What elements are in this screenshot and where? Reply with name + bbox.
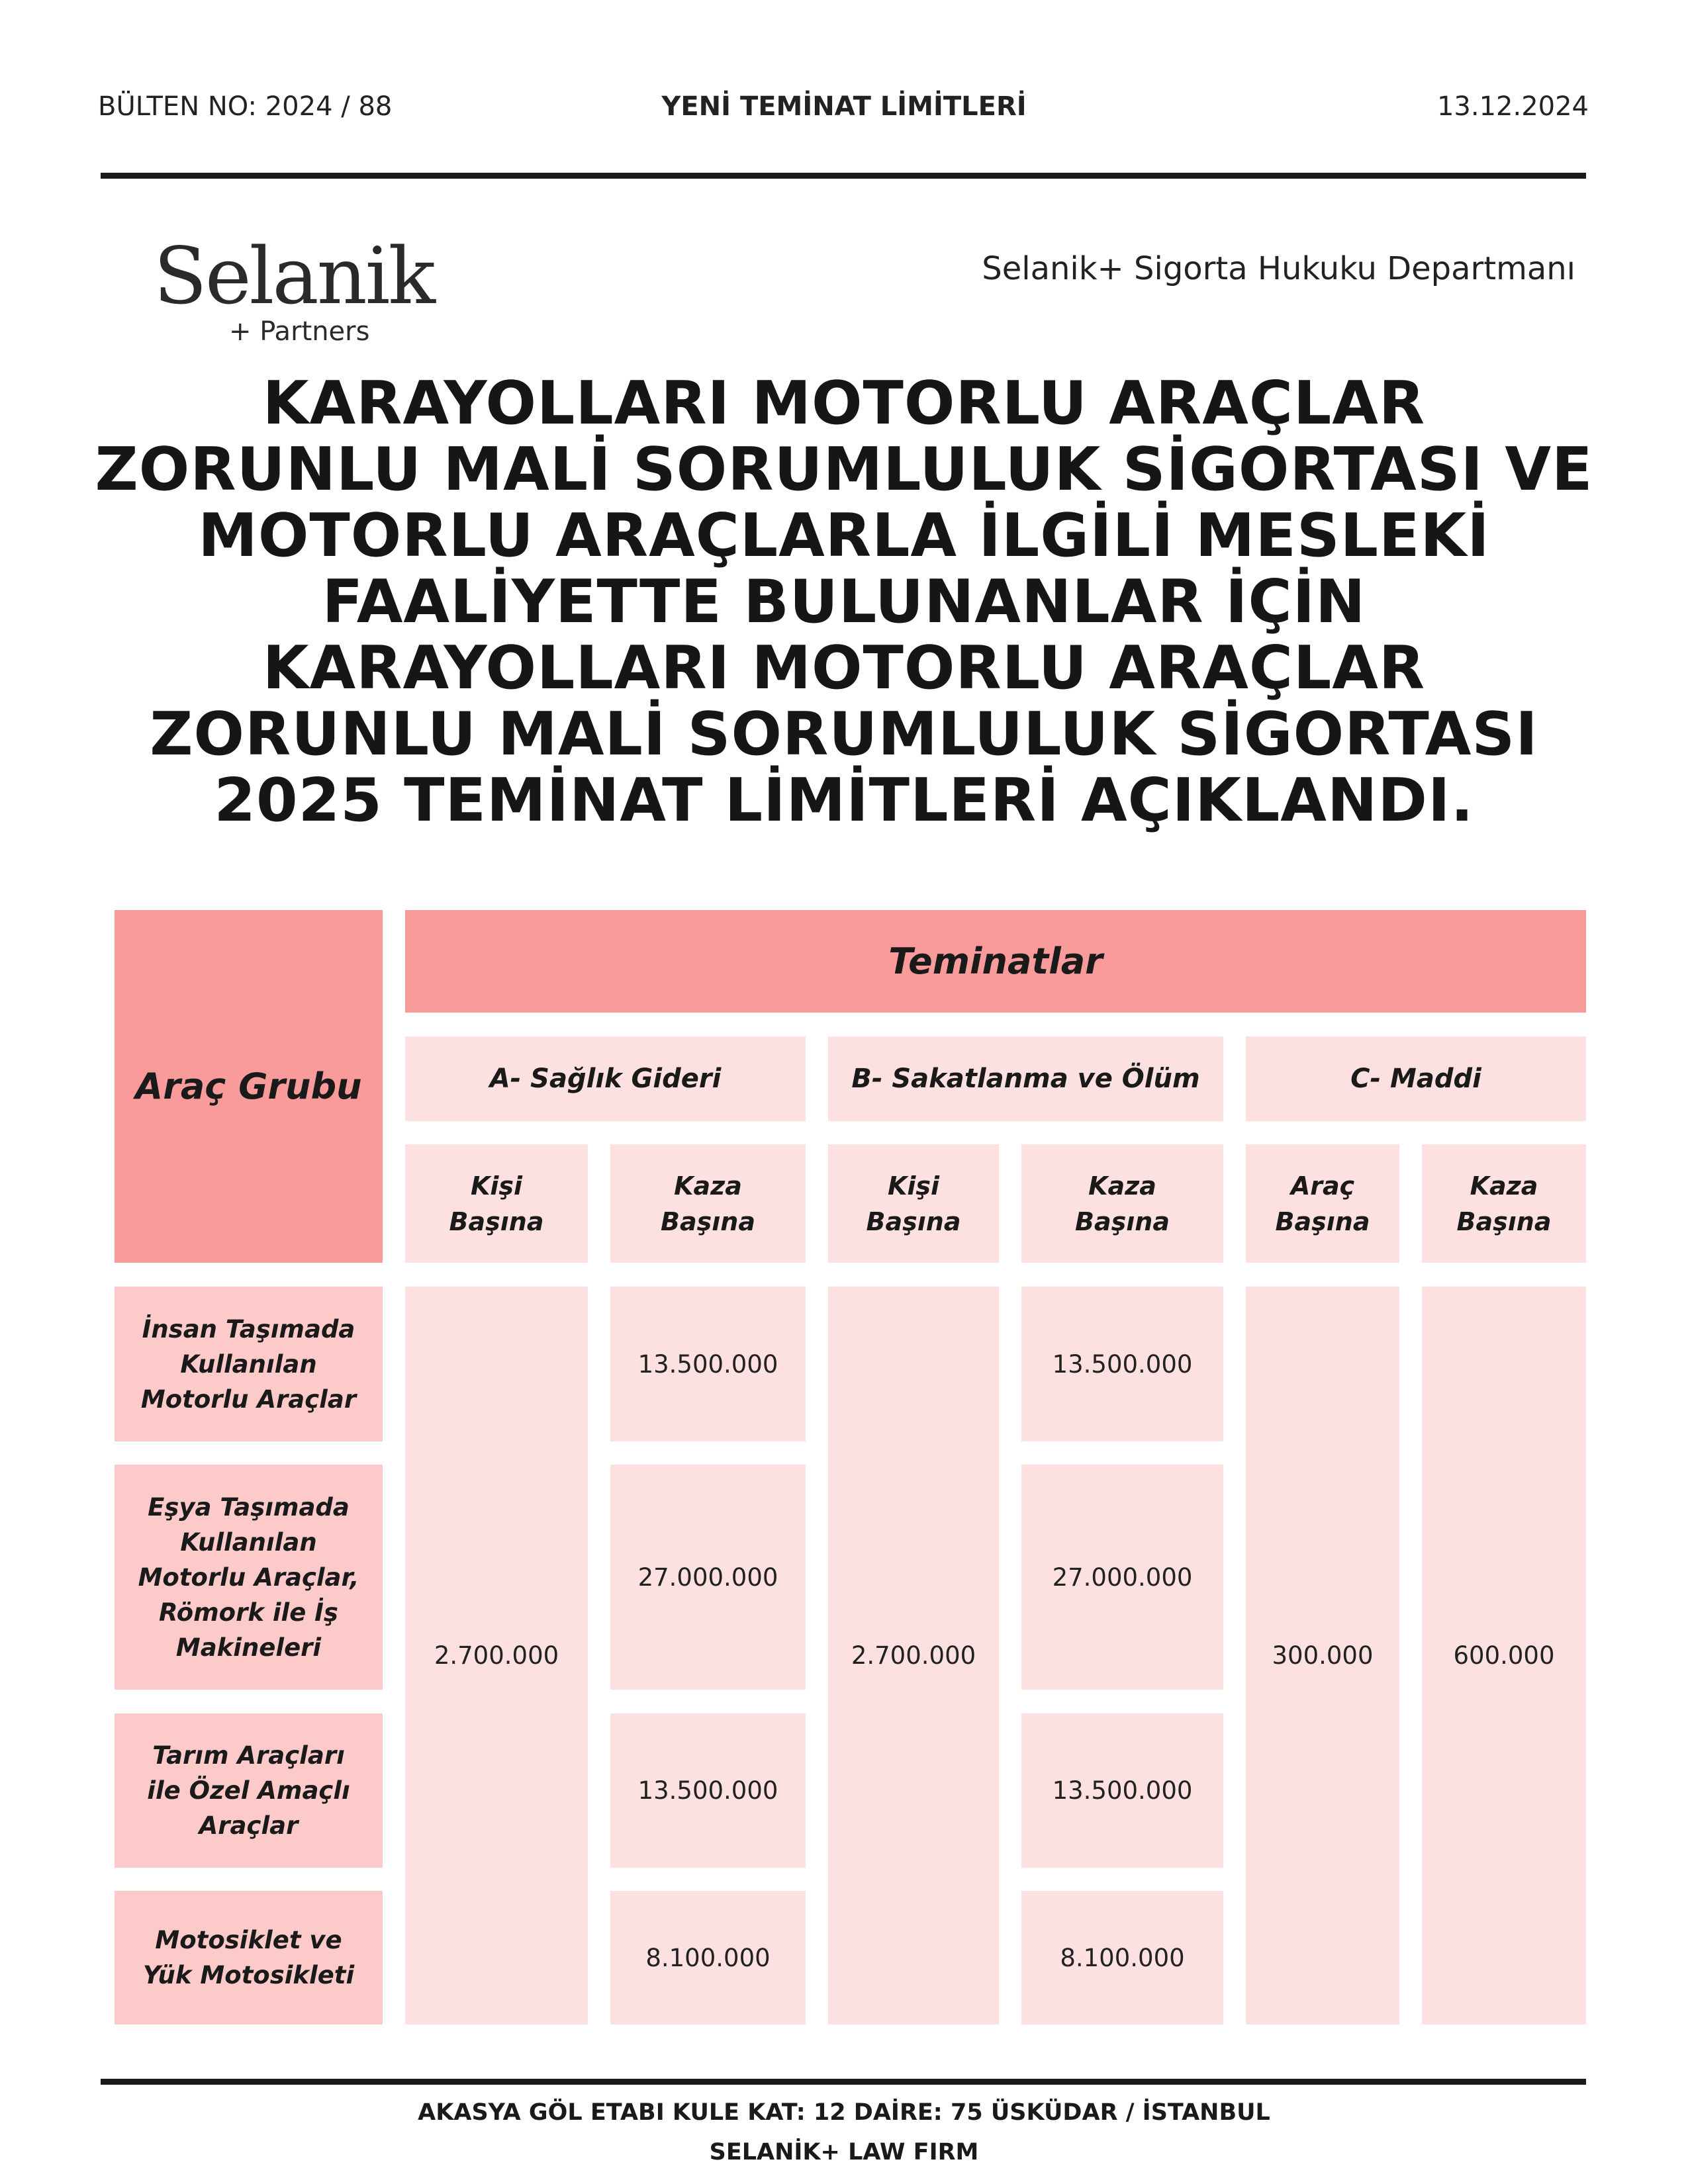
subheader-line: Kişi <box>470 1171 523 1201</box>
bulletin-date: 13.12.2024 <box>1436 91 1589 122</box>
subheader-c-per-vehicle <box>1246 1144 1399 1263</box>
value-c-per-accident: 600.000 <box>1422 1287 1586 2025</box>
headline-line: ZORUNLU MALİ SORUMLULUK SİGORTASI VE <box>95 435 1593 504</box>
row-label-line: ile Özel Amaçlı <box>147 1776 350 1805</box>
subheader-line: Başına <box>661 1206 755 1236</box>
subheader-b-per-person <box>828 1144 999 1263</box>
subheader-c-per-accident <box>1422 1144 1586 1263</box>
subheader-line: Araç <box>1290 1171 1355 1201</box>
subheader-line: Kaza <box>674 1171 742 1201</box>
value-a-per-accident: 8.100.000 <box>610 1891 806 2025</box>
row-label-line: Yük Motosikleti <box>142 1961 355 1989</box>
coverage-header: Teminatlar <box>405 910 1586 1013</box>
subheader-a-per-accident <box>610 1144 806 1263</box>
value-c-per-vehicle: 300.000 <box>1246 1287 1399 2025</box>
subheader-line: Kişi <box>887 1171 940 1201</box>
row-label-agricultural-vehicles <box>115 1713 383 1868</box>
value-b-per-accident: 13.500.000 <box>1021 1713 1223 1868</box>
subheader-b-per-accident <box>1021 1144 1223 1263</box>
logo-subtitle: + Partners <box>229 316 370 347</box>
row-label-cargo-vehicles <box>115 1465 383 1690</box>
subheader-line: Başına <box>866 1206 961 1236</box>
headline-line: FAALİYETTE BULUNANLAR İÇİN <box>322 567 1366 637</box>
vehicle-group-header: Araç Grubu <box>115 910 383 1263</box>
footer-address: AKASYA GÖL ETABI KULE KAT: 12 DAİRE: 75 ÜSKÜDAR / İSTANBUL <box>418 2099 1270 2126</box>
row-label-line: Motosiklet ve <box>155 1926 342 1954</box>
headline-line: KARAYOLLARI MOTORLU ARAÇLAR <box>262 633 1426 703</box>
headline-line: 2025 TEMİNAT LİMİTLERİ AÇIKLANDI. <box>214 766 1474 835</box>
department-name: Selanik+ Sigorta Hukuku Departmanı <box>982 250 1575 287</box>
subheader-line: Kaza <box>1470 1171 1538 1201</box>
value-a-per-person: 2.700.000 <box>405 1287 588 2025</box>
headline <box>66 371 1622 834</box>
value-a-per-accident: 13.500.000 <box>610 1713 806 1868</box>
logo-brand: Selanik <box>154 230 434 322</box>
row-label-line: Kullanılan <box>180 1349 317 1379</box>
value-a-per-accident: 13.500.000 <box>610 1287 806 1441</box>
footer-firm: SELANİK+ LAW FIRM <box>709 2139 979 2165</box>
value-b-per-accident: 27.000.000 <box>1021 1465 1223 1690</box>
row-label-line: Makineleri <box>175 1633 322 1662</box>
headline-line: ZORUNLU MALİ SORUMLULUK SİGORTASI <box>150 700 1538 769</box>
value-a-per-accident: 27.000.000 <box>610 1465 806 1690</box>
group-header-material: C- Maddi <box>1246 1036 1586 1121</box>
subheader-line: Başına <box>449 1206 544 1236</box>
subheader-line: Başına <box>1075 1206 1170 1236</box>
row-label-line: Motorlu Araçlar, <box>138 1563 359 1592</box>
bulletin-title: YENİ TEMİNAT LİMİTLERİ <box>661 91 1027 122</box>
row-label-line: Römork ile İş <box>159 1598 338 1627</box>
value-b-per-accident: 13.500.000 <box>1021 1287 1223 1441</box>
subheader-a-per-person <box>405 1144 588 1263</box>
value-b-per-accident: 8.100.000 <box>1021 1891 1223 2025</box>
row-label-line: Araçlar <box>199 1811 299 1840</box>
bottom-divider <box>101 2079 1586 2085</box>
headline-line: KARAYOLLARI MOTORLU ARAÇLAR <box>262 369 1426 438</box>
row-label-line: Tarım Araçları <box>152 1741 345 1770</box>
row-label-motorcycles <box>115 1891 383 2025</box>
subheader-line: Kaza <box>1088 1171 1156 1201</box>
top-divider <box>101 173 1586 179</box>
group-header-disability-death: B- Sakatlanma ve Ölüm <box>828 1036 1223 1121</box>
subheader-line: Başına <box>1275 1206 1370 1236</box>
group-header-health: A- Sağlık Gideri <box>405 1036 806 1121</box>
row-label-passenger-vehicles <box>115 1287 383 1441</box>
headline-line: MOTORLU ARAÇLARLA İLGİLİ MESLEKİ <box>198 501 1490 570</box>
row-label-line: Kullanılan <box>180 1527 317 1557</box>
row-label-line: Eşya Taşımada <box>148 1492 350 1522</box>
bulletin-number: BÜLTEN NO: 2024 / 88 <box>98 91 393 122</box>
value-b-per-person: 2.700.000 <box>828 1287 999 2025</box>
row-label-line: İnsan Taşımada <box>142 1314 355 1343</box>
row-label-line: Motorlu Araçlar <box>140 1385 357 1414</box>
subheader-line: Başına <box>1456 1206 1552 1236</box>
